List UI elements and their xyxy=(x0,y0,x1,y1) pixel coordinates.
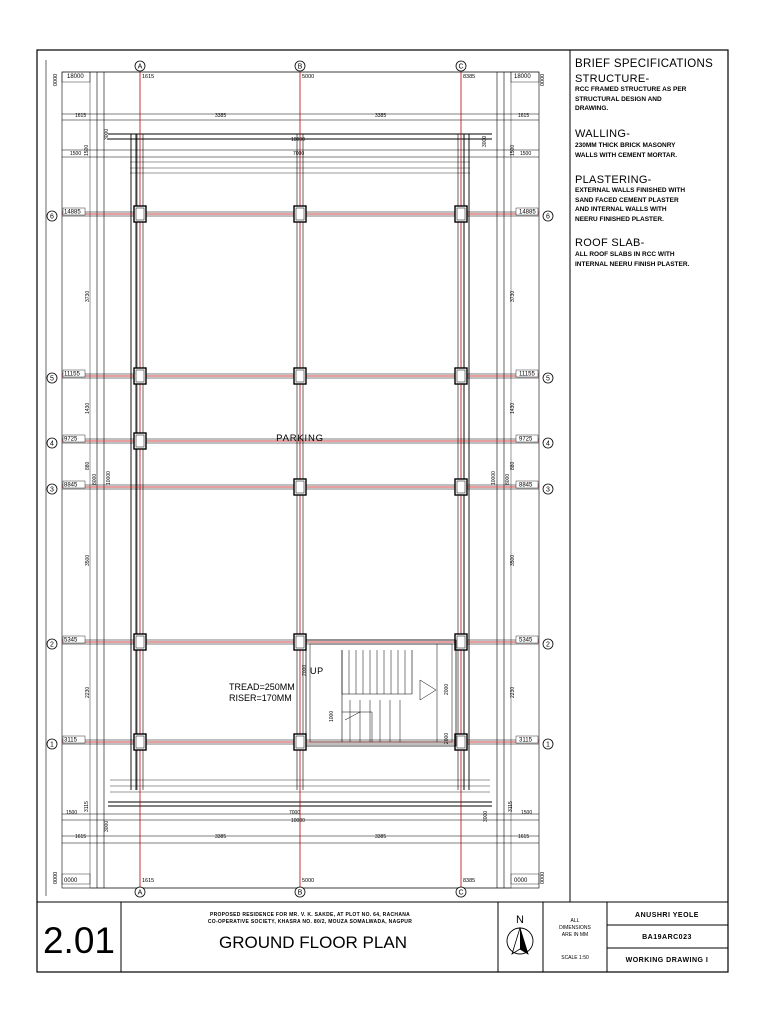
stair-treads xyxy=(342,650,405,742)
dim-text: 7000 xyxy=(293,151,305,157)
spec-structure-text xyxy=(575,85,725,114)
dim-text: 3115 xyxy=(508,801,514,812)
row-value-right: 5345 xyxy=(519,637,533,644)
dim-text: 1615 xyxy=(75,113,87,119)
row-value-left: 3115 xyxy=(64,737,77,744)
spec-line: EXTERNAL WALLS FINISHED WITH xyxy=(575,187,686,194)
dim-text: 3385 xyxy=(215,113,227,119)
stair-dim: 2000 xyxy=(444,732,450,744)
vertical-dim: 1430 xyxy=(510,402,516,414)
spec-plastering-text xyxy=(575,186,725,224)
spec-line: WALLS WITH CEMENT MORTAR. xyxy=(575,151,678,159)
project-line-2: CO-OPERATIVE SOCIETY, KHASRA NO. 80/2, MOUZA SOMALWADA, NAGPUR xyxy=(207,919,413,925)
corner-value: 0000 xyxy=(64,878,78,884)
vertical-dim: 10000 xyxy=(106,471,112,485)
dim-text: 1500 xyxy=(66,810,78,816)
grid-col-label-top: B xyxy=(297,63,303,71)
vertical-dim: 3500 xyxy=(510,554,516,566)
grid-row-label-left: 3 xyxy=(50,486,54,494)
vertical-dim: 10000 xyxy=(491,471,497,485)
specifications-heading: BRIEF SPECIFICATIONS xyxy=(575,58,714,70)
grid-row-label-right: 6 xyxy=(546,213,550,221)
dim-text: 3115 xyxy=(84,801,90,812)
columns xyxy=(134,206,467,750)
project-line-1: PROPOSED RESIDENCE FOR MR. V. K. SAKDE, AT PLOT NO. 64, RACHANA xyxy=(209,912,411,918)
stair-dim: 2000 xyxy=(444,683,450,695)
spec-plastering-title: PLASTERING- xyxy=(575,174,652,186)
spec-roof-title: ROOF SLAB- xyxy=(575,237,645,249)
dim-text: 10000 xyxy=(291,818,305,824)
spec-line: RCC FRAMED STRUCTURE AS PER xyxy=(575,86,687,93)
vertical-dim: 3730 xyxy=(510,290,516,302)
grid-col-label-top: A xyxy=(137,63,143,71)
stair-dim: 2000 xyxy=(302,664,308,676)
row-value-right: 8845 xyxy=(519,482,533,489)
dimension-note-1: ALL xyxy=(570,918,580,924)
dim-text: 1500 xyxy=(70,151,82,157)
dimension-note-3: ARE IN MM xyxy=(561,932,589,938)
spec-walling-title: WALLING- xyxy=(575,128,631,140)
staircase xyxy=(306,640,456,746)
grid-col-label-bottom: A xyxy=(137,889,143,897)
dim-text: 1615 xyxy=(518,834,530,840)
beam-lines xyxy=(62,134,539,790)
row-value-left: 11155 xyxy=(64,371,80,378)
side-value: 0000 xyxy=(540,871,546,884)
col-offset-bottom: 8385 xyxy=(463,878,476,884)
sheet-number: 2.01 xyxy=(42,920,116,961)
corner-value: 18000 xyxy=(67,74,84,80)
corner-value: 0000 xyxy=(514,878,528,884)
vertical-dim: 3730 xyxy=(85,290,91,302)
grid-row-label-left: 4 xyxy=(50,440,54,448)
col-offset-bottom: 1615 xyxy=(142,878,155,884)
row-value-left: 14885 xyxy=(64,209,81,216)
stair-riser-note: RISER=170MM xyxy=(229,693,292,703)
side-value: 0000 xyxy=(53,871,59,884)
grid-row-label-left: 5 xyxy=(50,375,54,383)
spec-roof-text xyxy=(575,250,725,269)
stair-dim: 1000 xyxy=(329,710,335,722)
author-name: ANUSHRI YEOLE xyxy=(635,912,699,919)
spec-line: 230MM THICK BRICK MASONRY xyxy=(575,142,676,149)
row-value-right: 14885 xyxy=(519,209,536,216)
vertical-dim: 3500 xyxy=(85,554,91,566)
grid-row-label-right: 1 xyxy=(546,741,550,749)
row-value-left: 8845 xyxy=(64,482,78,489)
row-value-left: 9725 xyxy=(64,436,78,443)
dim-text: 1500 xyxy=(84,144,90,156)
vertical-dim: 2230 xyxy=(510,686,516,698)
grid-col-label-top: C xyxy=(458,63,464,71)
col-offset-top: 8385 xyxy=(463,74,476,80)
grid-row-label-left: 2 xyxy=(50,641,54,649)
dim-text: 10000 xyxy=(291,137,305,143)
row-value-left: 5345 xyxy=(64,637,78,644)
spec-line: SAND FACED CEMENT PLASTER xyxy=(575,196,679,204)
stair-up-label: UP xyxy=(310,666,324,676)
spec-walling-text xyxy=(575,141,725,160)
spec-line: NEERU FINISHED PLASTER. xyxy=(575,215,664,223)
dim-text: 3385 xyxy=(215,834,227,840)
dim-text: 1615 xyxy=(518,113,530,119)
grid-col-label-bottom: C xyxy=(458,889,464,897)
spec-line: INTERNAL NEERU FINISH PLASTER. xyxy=(575,260,690,268)
grid-row-label-right: 5 xyxy=(546,375,550,383)
grid-col-label-bottom: B xyxy=(297,889,303,897)
stair-tread-note: TREAD=250MM xyxy=(229,682,295,692)
col-offset-bottom: 5000 xyxy=(302,878,315,884)
dim-text: 3385 xyxy=(375,113,387,119)
north-arrow-icon xyxy=(507,928,533,954)
dim-text: 3000 xyxy=(104,820,110,832)
grid-row-label-right: 2 xyxy=(546,641,550,649)
dim-text: 1500 xyxy=(520,151,532,157)
vertical-dim: 2230 xyxy=(85,686,91,698)
spec-line: ALL ROOF SLABS IN RCC WITH xyxy=(575,251,675,258)
row-value-right: 3115 xyxy=(519,737,532,744)
dimension-note-2: DIMENSIONS xyxy=(559,925,591,931)
side-value: 0000 xyxy=(540,73,546,86)
grid-row-label-left: 6 xyxy=(50,213,54,221)
drawing-type: WORKING DRAWING I xyxy=(625,957,709,964)
north-label: N xyxy=(516,914,524,926)
corner-value: 18000 xyxy=(514,74,531,80)
dim-text: 7000 xyxy=(289,810,301,816)
col-offset-top: 1615 xyxy=(142,74,155,80)
dim-text: 1500 xyxy=(510,144,516,156)
grid-row-label-right: 3 xyxy=(546,486,550,494)
dim-text: 3385 xyxy=(375,834,387,840)
grid-row-label-right: 4 xyxy=(546,440,550,448)
spec-line: AND INTERNAL WALLS WITH xyxy=(575,206,667,213)
spec-line: DRAWING. xyxy=(575,105,609,112)
vertical-dim: 8000 xyxy=(505,473,511,485)
drawing-title: GROUND FLOOR PLAN xyxy=(219,933,407,952)
row-value-right: 11155 xyxy=(519,371,535,378)
row-value-right: 9725 xyxy=(519,436,533,443)
student-code: BA19ARC023 xyxy=(642,934,692,941)
spec-structure-title: STRUCTURE- xyxy=(575,73,650,85)
vertical-dim: 880 xyxy=(85,461,91,470)
vertical-dim: 1430 xyxy=(85,402,91,414)
scale-label: SCALE 1:50 xyxy=(561,955,589,961)
grid-row-label-left: 1 xyxy=(50,741,54,749)
dim-text: 3000 xyxy=(483,810,489,822)
col-offset-top: 5000 xyxy=(302,74,315,80)
side-value: 0000 xyxy=(53,73,59,86)
dim-text: 1500 xyxy=(521,810,533,816)
vertical-dim: 880 xyxy=(510,461,516,470)
vertical-dim: 8000 xyxy=(92,473,98,485)
dim-text: 3000 xyxy=(482,135,488,147)
spec-line: STRUCTURAL DESIGN AND xyxy=(575,95,662,103)
room-label-parking: PARKING xyxy=(276,433,324,444)
dim-text: 1615 xyxy=(75,834,87,840)
dim-text: 3000 xyxy=(104,128,110,140)
